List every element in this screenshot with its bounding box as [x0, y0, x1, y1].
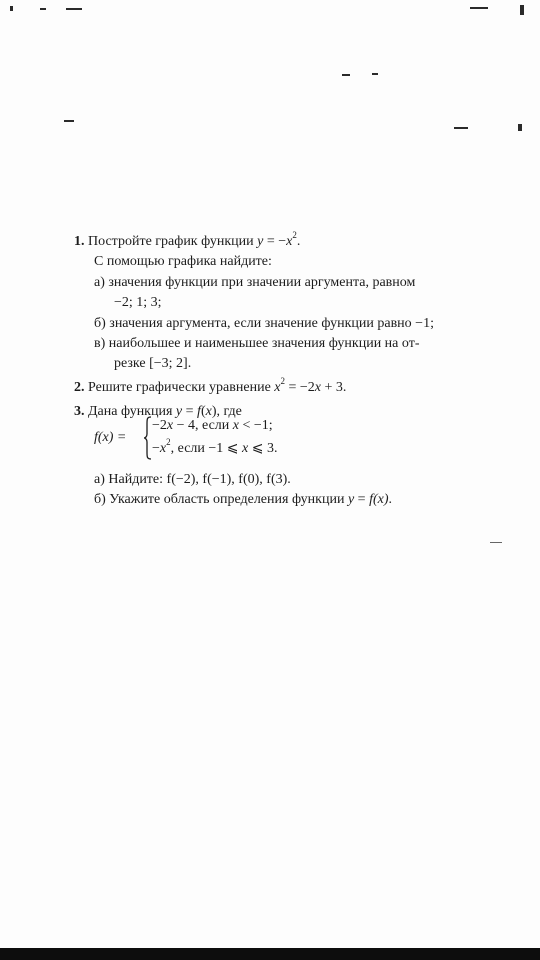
problem1-instruction: С помощью графика найдите:: [94, 254, 272, 269]
problem2-task: Решите графически уравнение: [88, 380, 275, 395]
problem3-b-eq: =: [354, 492, 370, 507]
problem3-where: ), где: [211, 404, 242, 419]
problem1-func-y: y: [257, 234, 264, 249]
case2-x: x: [159, 441, 167, 456]
problem2-rhs-x: x: [314, 380, 322, 395]
problem3-eq: =: [182, 404, 198, 419]
problem2-rhs-pre: = −2: [285, 380, 315, 395]
problem3-item-b: [94, 490, 392, 511]
problem3-f: f: [197, 404, 201, 419]
problem3-paren-open: (: [200, 404, 206, 419]
problem1-item-a-cont: −2; 1; 3;: [114, 295, 162, 310]
problem3-b-text: б) Укажите область определения функции: [94, 492, 348, 507]
scan-mark: [64, 120, 74, 122]
scan-mark: [372, 73, 378, 75]
scan-mark: [490, 542, 502, 543]
problem2-title: [74, 378, 346, 399]
problem3-b-fx: f(x): [369, 492, 389, 507]
problem1-func-end: .: [296, 234, 301, 249]
case2-exp: 2: [166, 437, 171, 448]
case1-condition: < −1;: [239, 418, 273, 433]
problem1-item-b: б) значения аргумента, если значение функции равно −1;: [94, 316, 434, 331]
problem1-item-a: а) значения функции при значении аргумента, равном: [94, 275, 416, 290]
scan-mark: [454, 127, 468, 129]
scan-mark: [40, 8, 46, 10]
piecewise-case-2: [152, 439, 277, 460]
problem3-b-end: .: [388, 492, 392, 507]
problem2-lhs-x: x: [274, 380, 281, 395]
problem1-item-v-cont: резке [−3; 2].: [114, 356, 192, 371]
case1-coef: −2: [152, 418, 167, 433]
problem1-func-exp: 2: [292, 230, 297, 241]
scan-mark: [10, 6, 13, 11]
problem3-b-y: y: [347, 492, 355, 507]
case1-x2: x: [232, 418, 239, 433]
problem3-x: x: [205, 404, 212, 419]
scan-mark: [66, 8, 82, 10]
problem1-title: [74, 232, 300, 253]
problem1-task: Постройте график функции: [88, 234, 258, 249]
problem1-item-v: в) наибольшее и наименьшее значения функции на от-: [94, 336, 420, 351]
case2-x2: x: [242, 441, 249, 456]
case2-mid: , если −1 ⩽: [170, 441, 243, 456]
problem1-func-x: x: [286, 234, 293, 249]
problem2-rhs-post: + 3.: [321, 380, 347, 395]
problem3-item-a: а) Найдите: f(−2), f(−1), f(0), f(3).: [94, 472, 291, 487]
piecewise-brace: [144, 416, 152, 460]
case1-mid: − 4, если: [173, 418, 233, 433]
problem3-task: Дана функция: [88, 404, 176, 419]
case2-condition: ⩽ 3.: [248, 441, 278, 456]
bottom-bar: [0, 948, 540, 960]
problem3-number: 3.: [74, 404, 85, 419]
scan-mark: [520, 5, 524, 15]
problem3-y: y: [175, 404, 183, 419]
problem2-lhs-exp: 2: [280, 376, 285, 387]
scan-mark: [518, 124, 522, 131]
problem1-number: 1.: [74, 234, 85, 249]
scan-mark: [470, 7, 488, 9]
case2-minus: −: [152, 441, 160, 456]
piecewise-case-1: [152, 416, 273, 437]
piecewise-lhs: f(x) =: [94, 430, 127, 445]
scan-mark: [342, 74, 350, 76]
case1-x: x: [166, 418, 174, 433]
problem2-number: 2.: [74, 380, 85, 395]
problem1-func-eq: = −: [263, 234, 287, 249]
